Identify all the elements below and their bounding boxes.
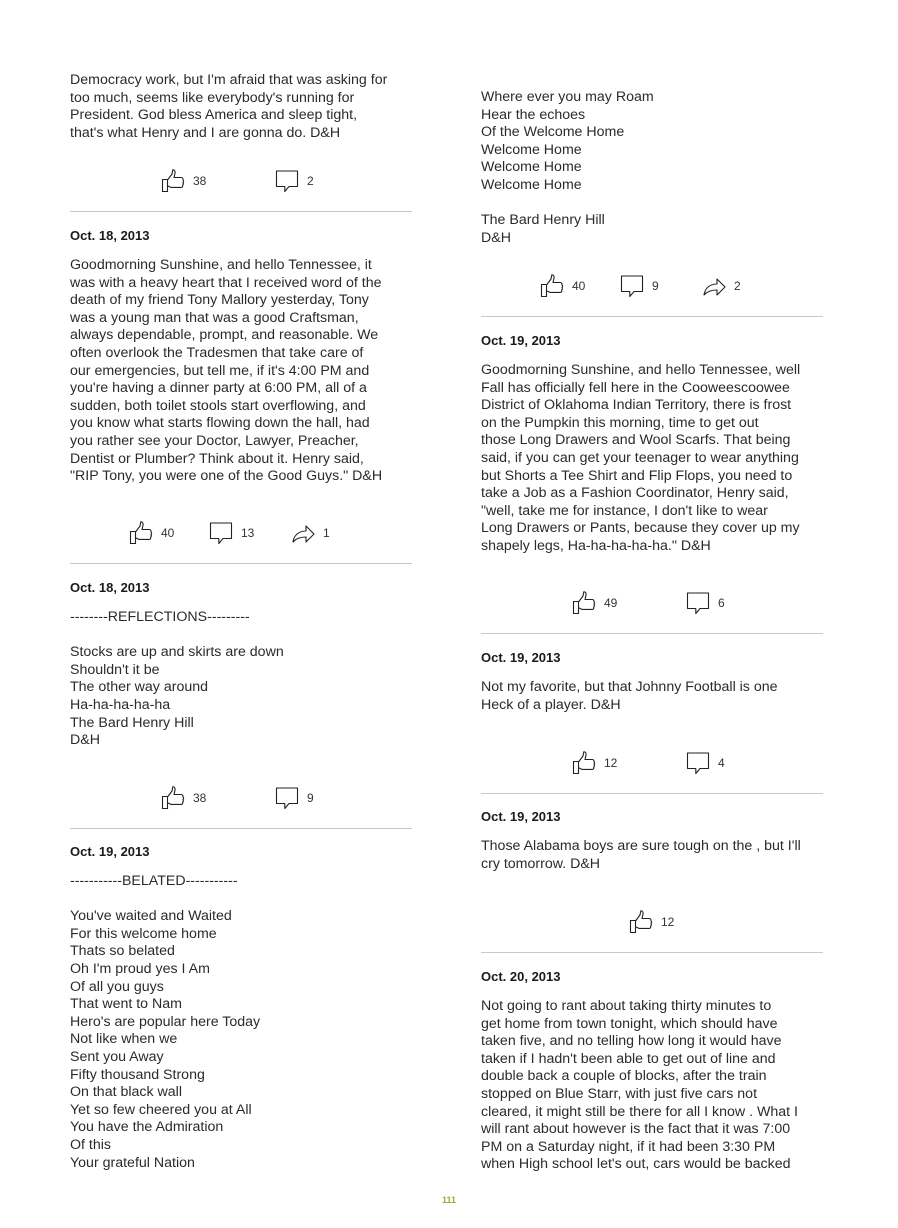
post-text: Goodmorning Sunshine, and hello Tennessee, well Fall has officially fell here in the Cooweescoowee District of Oklahoma Indian Territory, there is frost on the Pumpkin this morning, time to get out those Long Drawers and Wool Scarfs. That being said, if you can get your teenager to wear anything but Shorts a Tee Shirt and Flip Flops, you need to take a Job as a Fashion Coordinator, Henry said, "well, take me for instance, I don't like to wear Long Drawers or Pants, because they cover up my shapely legs, Ha-ha-ha-ha-ha." D&H xyxy=(481,362,801,554)
post-actions xyxy=(481,272,823,300)
comment-count: 13 xyxy=(241,526,255,540)
share-button[interactable] xyxy=(290,519,330,547)
post-actions xyxy=(70,519,412,547)
post-actions xyxy=(70,167,412,195)
like-button[interactable] xyxy=(539,272,585,300)
thumbs-up-icon xyxy=(128,520,154,546)
comment-count: 9 xyxy=(307,791,314,805)
like-count: 49 xyxy=(604,596,618,610)
post-date: Oct. 19, 2013 xyxy=(70,844,150,859)
post-date: Oct. 19, 2013 xyxy=(481,809,561,824)
like-button[interactable] xyxy=(160,167,206,195)
comment-count: 2 xyxy=(307,174,314,188)
speech-bubble-icon xyxy=(685,590,711,616)
post-text: --------REFLECTIONS--------- Stocks are up and skirts are down Shouldn't it be The other way around Ha-ha-ha-ha-ha The Bard Henry Hill D&H xyxy=(70,609,284,749)
page-number: 111 xyxy=(441,1195,457,1205)
post-date: Oct. 18, 2013 xyxy=(70,228,150,243)
like-button[interactable] xyxy=(128,519,174,547)
like-count: 12 xyxy=(604,756,618,770)
post-text: Not going to rant about taking thirty minutes to get home from town tonight, which should have taken five, and no telling how long it would have taken if I hadn't been able to get out of line and double back a couple of blocks, after the train stopped on Blue Starr, with just five cars not cleared, it might still be there for all I know . What I will rant about however is the fact that it was 7:00 PM on a Saturday night, if it had been 3:30 PM when High school let's out, cars would be backed xyxy=(481,998,798,1173)
like-button[interactable] xyxy=(571,749,617,777)
divider xyxy=(481,952,823,953)
like-count: 40 xyxy=(572,279,586,293)
comment-button[interactable] xyxy=(274,784,314,812)
post-date: Oct. 19, 2013 xyxy=(481,333,561,348)
post-text: Where ever you may Roam Hear the echoes Of the Welcome Home Welcome Home Welcome Home Welcome Home The Bard Henry Hill D&H xyxy=(481,89,654,246)
post-text: Not my favorite, but that Johnny Football is one Heck of a player. D&H xyxy=(481,679,778,713)
share-count: 1 xyxy=(323,526,330,540)
comment-button[interactable] xyxy=(274,167,314,195)
post-actions xyxy=(481,749,823,777)
like-count: 38 xyxy=(193,791,207,805)
like-button[interactable] xyxy=(160,784,206,812)
like-count: 12 xyxy=(661,915,675,929)
like-button[interactable] xyxy=(571,589,617,617)
divider xyxy=(70,563,412,564)
divider xyxy=(481,793,823,794)
share-arrow-icon xyxy=(701,273,727,299)
post-text: Democracy work, but I'm afraid that was asking for too much, seems like everybody's running for President. God bless America and sleep tight, that's what Henry and I are gonna do. D&H xyxy=(70,72,388,141)
post-date: Oct. 19, 2013 xyxy=(481,650,561,665)
thumbs-up-icon xyxy=(160,168,186,194)
comment-button[interactable] xyxy=(685,589,725,617)
post-date: Oct. 18, 2013 xyxy=(70,580,150,595)
comment-count: 4 xyxy=(718,756,725,770)
comment-button[interactable] xyxy=(208,519,254,547)
comment-count: 9 xyxy=(652,279,659,293)
like-count: 40 xyxy=(161,526,175,540)
post-actions xyxy=(70,784,412,812)
comment-button[interactable] xyxy=(685,749,725,777)
like-count: 38 xyxy=(193,174,207,188)
share-button[interactable] xyxy=(701,272,741,300)
speech-bubble-icon xyxy=(274,785,300,811)
post-actions xyxy=(481,589,823,617)
post-text: Goodmorning Sunshine, and hello Tennessee, it was with a heavy heart that I received word of the death of my friend Tony Mallory yesterday, Tony was a young man that was a good Craftsman, always dependable, prompt, and reasonable. We often overlook the Tradesmen that take care of our emergencies, but tell me, if it's 4:00 PM and you're having a dinner party at 6:00 PM, all of a sudden, both toilet stools start overflowing, and you know what starts flowing down the hall, had you rather see your Doctor, Lawyer, Preacher, Dentist or Plumber? Think about it. Henry said, "RIP Tony, you were one of the Good Guys." D&H xyxy=(70,257,383,485)
speech-bubble-icon xyxy=(685,750,711,776)
comment-button[interactable] xyxy=(619,272,659,300)
share-count: 2 xyxy=(734,279,741,293)
thumbs-up-icon xyxy=(628,909,654,935)
thumbs-up-icon xyxy=(571,750,597,776)
speech-bubble-icon xyxy=(274,168,300,194)
divider xyxy=(70,828,412,829)
speech-bubble-icon xyxy=(208,520,234,546)
comment-count: 6 xyxy=(718,596,725,610)
divider xyxy=(481,633,823,634)
thumbs-up-icon xyxy=(539,273,565,299)
post-actions xyxy=(481,908,823,936)
speech-bubble-icon xyxy=(619,273,645,299)
post-date: Oct. 20, 2013 xyxy=(481,969,561,984)
post-text: Those Alabama boys are sure tough on the , but I'll cry tomorrow. D&H xyxy=(481,838,801,872)
divider xyxy=(70,211,412,212)
divider xyxy=(481,316,823,317)
thumbs-up-icon xyxy=(571,590,597,616)
thumbs-up-icon xyxy=(160,785,186,811)
share-arrow-icon xyxy=(290,520,316,546)
like-button[interactable] xyxy=(628,908,674,936)
post-text: -----------BELATED----------- You've waited and Waited For this welcome home Thats so belated Oh I'm proud yes I Am Of all you guys That went to Nam Hero's are popular here Today Not like when we Sent you Away Fifty thousand Strong On that black wall Yet so few cheered you at All You have the Admiration Of this Your grateful Nation xyxy=(70,873,261,1171)
